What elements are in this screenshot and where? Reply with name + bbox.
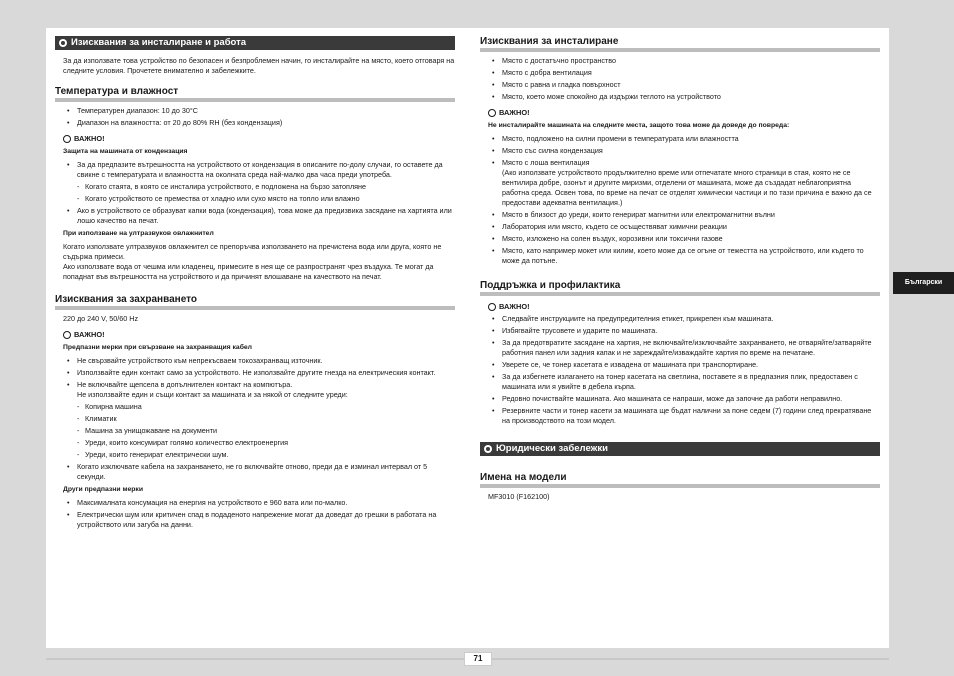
- list-item: • Място, изложено на солен въздух, корозивни или токсични газове: [502, 234, 880, 244]
- other-list: [55, 498, 455, 530]
- list-item: • Място, като например мокет или килим, което може да се огъне от тежестта на устройството, или където то може да потъне.: [502, 246, 880, 266]
- list-item: • Място, което може спокойно да издържи теглото на устройството: [502, 92, 880, 102]
- notinstall-list: [480, 134, 880, 266]
- list-item: • За да избегнете излагането на тонер касетата на светлина, поставете я в предпазния плик, предоставен с машината или я увийте в дебела кърпа.: [502, 372, 880, 392]
- power-spec: 220 до 240 V, 50/60 Hz: [63, 314, 139, 323]
- list-item: • Резервните части и тонер касети за машината ще бъдат налични за поне седем (7) години след прекратяване на производството на този модел.: [502, 406, 880, 426]
- list-item: • Място с равна и гладка повърхност: [502, 80, 880, 90]
- section-title: Юридически забележки: [496, 443, 608, 454]
- list-item: • Температурен диапазон: 10 до 30°C: [77, 106, 455, 116]
- language-tab[interactable]: Български: [893, 272, 954, 294]
- list-item: - Климатик: [85, 414, 455, 424]
- section-bar-installation: [55, 36, 455, 50]
- important-note: ВАЖНО!: [488, 108, 880, 118]
- install-heading: Изисквания за инсталиране: [480, 36, 880, 52]
- list-item: • Когато изключвате кабела на захранването, не го включвайте отново, преди да е изминал интервал от 5 секунди.: [77, 462, 455, 482]
- humidifier-text: Когато използвате ултразвуков овлажнител се препоръчва използването на пречистена вода или друга, която не съдържа примеси. Ако използвате вода от чешма или кладенец, примесите в нея ще се разпространят чрез въздуха. Те могат да попаднат във вътрешността на устройството и да причинят влошаване на качеството на печат.: [63, 242, 442, 281]
- list-item: • Уверете се, че тонер касетата е извадена от машината при транспортиране.: [502, 360, 880, 370]
- list-item: • Място с достатъчно пространство: [502, 56, 880, 66]
- important-icon: [488, 109, 496, 117]
- maint-list: [480, 314, 880, 426]
- list-item: - Уреди, които генерират електрически шум.: [85, 450, 455, 460]
- important-note: ВАЖНО!: [488, 302, 880, 312]
- models-heading: Имена на модели: [480, 472, 880, 488]
- condensation-dash-list: [55, 182, 455, 204]
- maint-heading: Поддръжка и профилактика: [480, 280, 880, 296]
- power-list-2: [55, 462, 455, 482]
- list-item: • Електрически шум или критичен спад в подаденото напрежение могат да доведат до грешки в работата на устройството или загуба на данни.: [77, 510, 455, 530]
- temp-list: [55, 106, 455, 128]
- list-item: • За да предотвратите засядане на хартия, не включвайте/изключвайте захранването, не отваряйте/затваряйте работния панел или задния капак и не зареждайте/изваждайте хартия по време на печатане.: [502, 338, 880, 358]
- section-bar-legal: [480, 442, 880, 456]
- notinstall-title: Не инсталирайте машината на следните места, защото това може да доведе до повреда:: [488, 122, 790, 129]
- important-icon: [63, 331, 71, 339]
- document-page: [46, 28, 889, 648]
- power-dash-list: [55, 402, 455, 460]
- list-item: • Място със силна кондензация: [502, 146, 880, 156]
- list-item: • Избягвайте трусовете и ударите по машината.: [502, 326, 880, 336]
- list-item: • Място в близост до уреди, които генерират магнитни или електромагнитни вълни: [502, 210, 880, 220]
- list-item: • Използвайте един контакт само за устройството. Не използвайте другите гнезда на електрическия контакт.: [77, 368, 455, 378]
- left-column: [55, 36, 455, 532]
- humidifier-title: При използване на ултразвуков овлажнител: [63, 230, 214, 237]
- condensation-list-2: [55, 206, 455, 226]
- list-item: • Място с добра вентилация: [502, 68, 880, 78]
- section-bullet-icon: [484, 445, 492, 453]
- list-item: - Когато стаята, в която се инсталира устройството, е подложена на бързо затопляне: [85, 182, 455, 192]
- list-item: • Следвайте инструкциите на предупредителния етикет, прикрепен към машината.: [502, 314, 880, 324]
- list-item: - Когато устройството се премества от хладно или сухо място на топло или влажно: [85, 194, 455, 204]
- list-item: - Копирна машина: [85, 402, 455, 412]
- important-note: ВАЖНО!: [63, 330, 455, 340]
- list-item: - Машина за унищожаване на документи: [85, 426, 455, 436]
- list-item: • Място с лоша вентилация (Ако използвате устройството продължително време или отпечатате много страници в стая, която не се вентилира добре, озонът и другите миризми, отделени от машината, може да създадат неблагоприятна работна среда. Освен това, по време на печат се отделят химически частици и по тази причина е важно да се предостави адекватна вентилация.): [502, 158, 880, 208]
- list-item: • Лаборатория или място, където се осъществяват химични реакции: [502, 222, 880, 232]
- list-item: • Диапазон на влажността: от 20 до 80% RH (без кондензация): [77, 118, 455, 128]
- power-heading: Изисквания за захранването: [55, 294, 455, 310]
- list-item: • Място, подложено на силни промени в температурата или влажността: [502, 134, 880, 144]
- condensation-list: [55, 160, 455, 180]
- list-item: • Не включвайте щепсела в допълнителен контакт на компютъра. Не използвайте един и същи контакт за машината и за някой от следните уреди:: [77, 380, 455, 400]
- model-name: MF3010 (F162100): [488, 492, 550, 501]
- important-icon: [488, 303, 496, 311]
- list-item: • Максималната консумация на енергия на устройството е 960 вата или по-малко.: [77, 498, 455, 508]
- intro-text: За да използвате това устройство по безопасен и безпроблемен начин, го инсталирайте на място, което отговаря на следните условия. Прочетете внимателно и забележките.: [63, 56, 455, 75]
- important-icon: [63, 135, 71, 143]
- power-title: Предпазни мерки при свързване на захранващия кабел: [63, 344, 253, 351]
- power-list: [55, 356, 455, 400]
- temp-heading: Температура и влажност: [55, 86, 455, 102]
- section-title: Изисквания за инсталиране и работа: [71, 37, 247, 48]
- list-item: - Уреди, които консумират голямо количество електроенергия: [85, 438, 455, 448]
- list-item: • Не свързвайте устройството към непрекъсваем токозахранващ източник.: [77, 356, 455, 366]
- install-list: [480, 56, 880, 102]
- list-item: • Редовно почиствайте машината. Ако машината се напраши, може да започне да работи неправилно.: [502, 394, 880, 404]
- right-column: [480, 36, 880, 504]
- condensation-title: Защита на машината от кондензация: [63, 148, 188, 155]
- list-item: • За да предпазите вътрешността на устройството от кондензация в описаните по-долу случаи, го оставете да свикне с температурата и влажността на околната среда най-малко два часа преди употреба.: [77, 160, 455, 180]
- other-title: Други предпазни мерки: [63, 486, 143, 493]
- list-item: • Ако в устройството се образуват капки вода (кондензация), това може да предизвика засядане на хартията или лошо качество на печат.: [77, 206, 455, 226]
- page-number: 71: [464, 652, 492, 666]
- important-note: ВАЖНО!: [63, 134, 455, 144]
- section-bullet-icon: [59, 39, 67, 47]
